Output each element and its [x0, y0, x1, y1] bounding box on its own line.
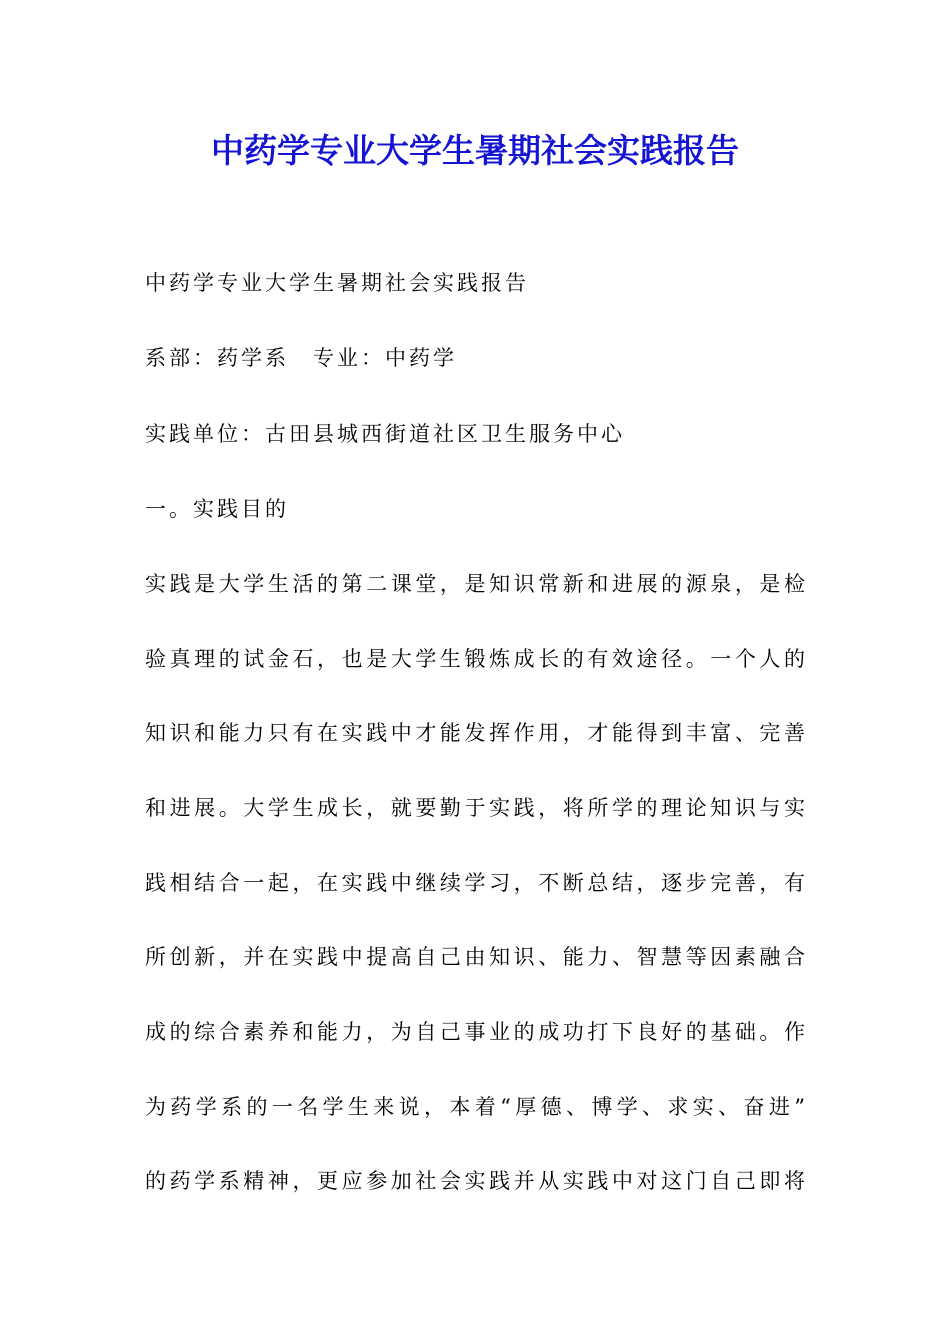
- paragraph-line: 验真理的试金石，也是大学生锻炼成长的有效途径。一个人的: [145, 647, 805, 671]
- paragraph-line: 践相结合一起，在实践中继续学习，不断总结，逐步完善，有: [145, 871, 805, 895]
- paragraph-line: 成的综合素养和能力，为自己事业的成功打下良好的基础。作: [145, 1020, 805, 1044]
- department-line: 系部：药学系 专业：中药学: [145, 346, 457, 370]
- paragraph-line: 为药学系的一名学生来说，本着“厚德、博学、求实、奋进”: [145, 1095, 805, 1119]
- paragraph-line: 的药学系精神，更应参加社会实践并从实践中对这门自己即将: [145, 1169, 805, 1193]
- paragraph-line: 实践是大学生活的第二课堂，是知识常新和进展的源泉，是检: [145, 572, 805, 596]
- report-subtitle: 中药学专业大学生暑期社会实践报告: [145, 271, 529, 295]
- paragraph-line: 和进展。大学生成长，就要勤于实践，将所学的理论知识与实: [145, 796, 805, 820]
- document-title: 中药学专业大学生暑期社会实践报告: [211, 131, 739, 170]
- paragraph-line: 知识和能力只有在实践中才能发挥作用，才能得到丰富、完善: [145, 721, 805, 745]
- paragraph-line: 所创新，并在实践中提高自己由知识、能力、智慧等因素融合: [145, 945, 805, 969]
- section-heading: 一。实践目的: [145, 497, 289, 521]
- practice-unit-line: 实践单位：古田县城西街道社区卫生服务中心: [145, 422, 625, 446]
